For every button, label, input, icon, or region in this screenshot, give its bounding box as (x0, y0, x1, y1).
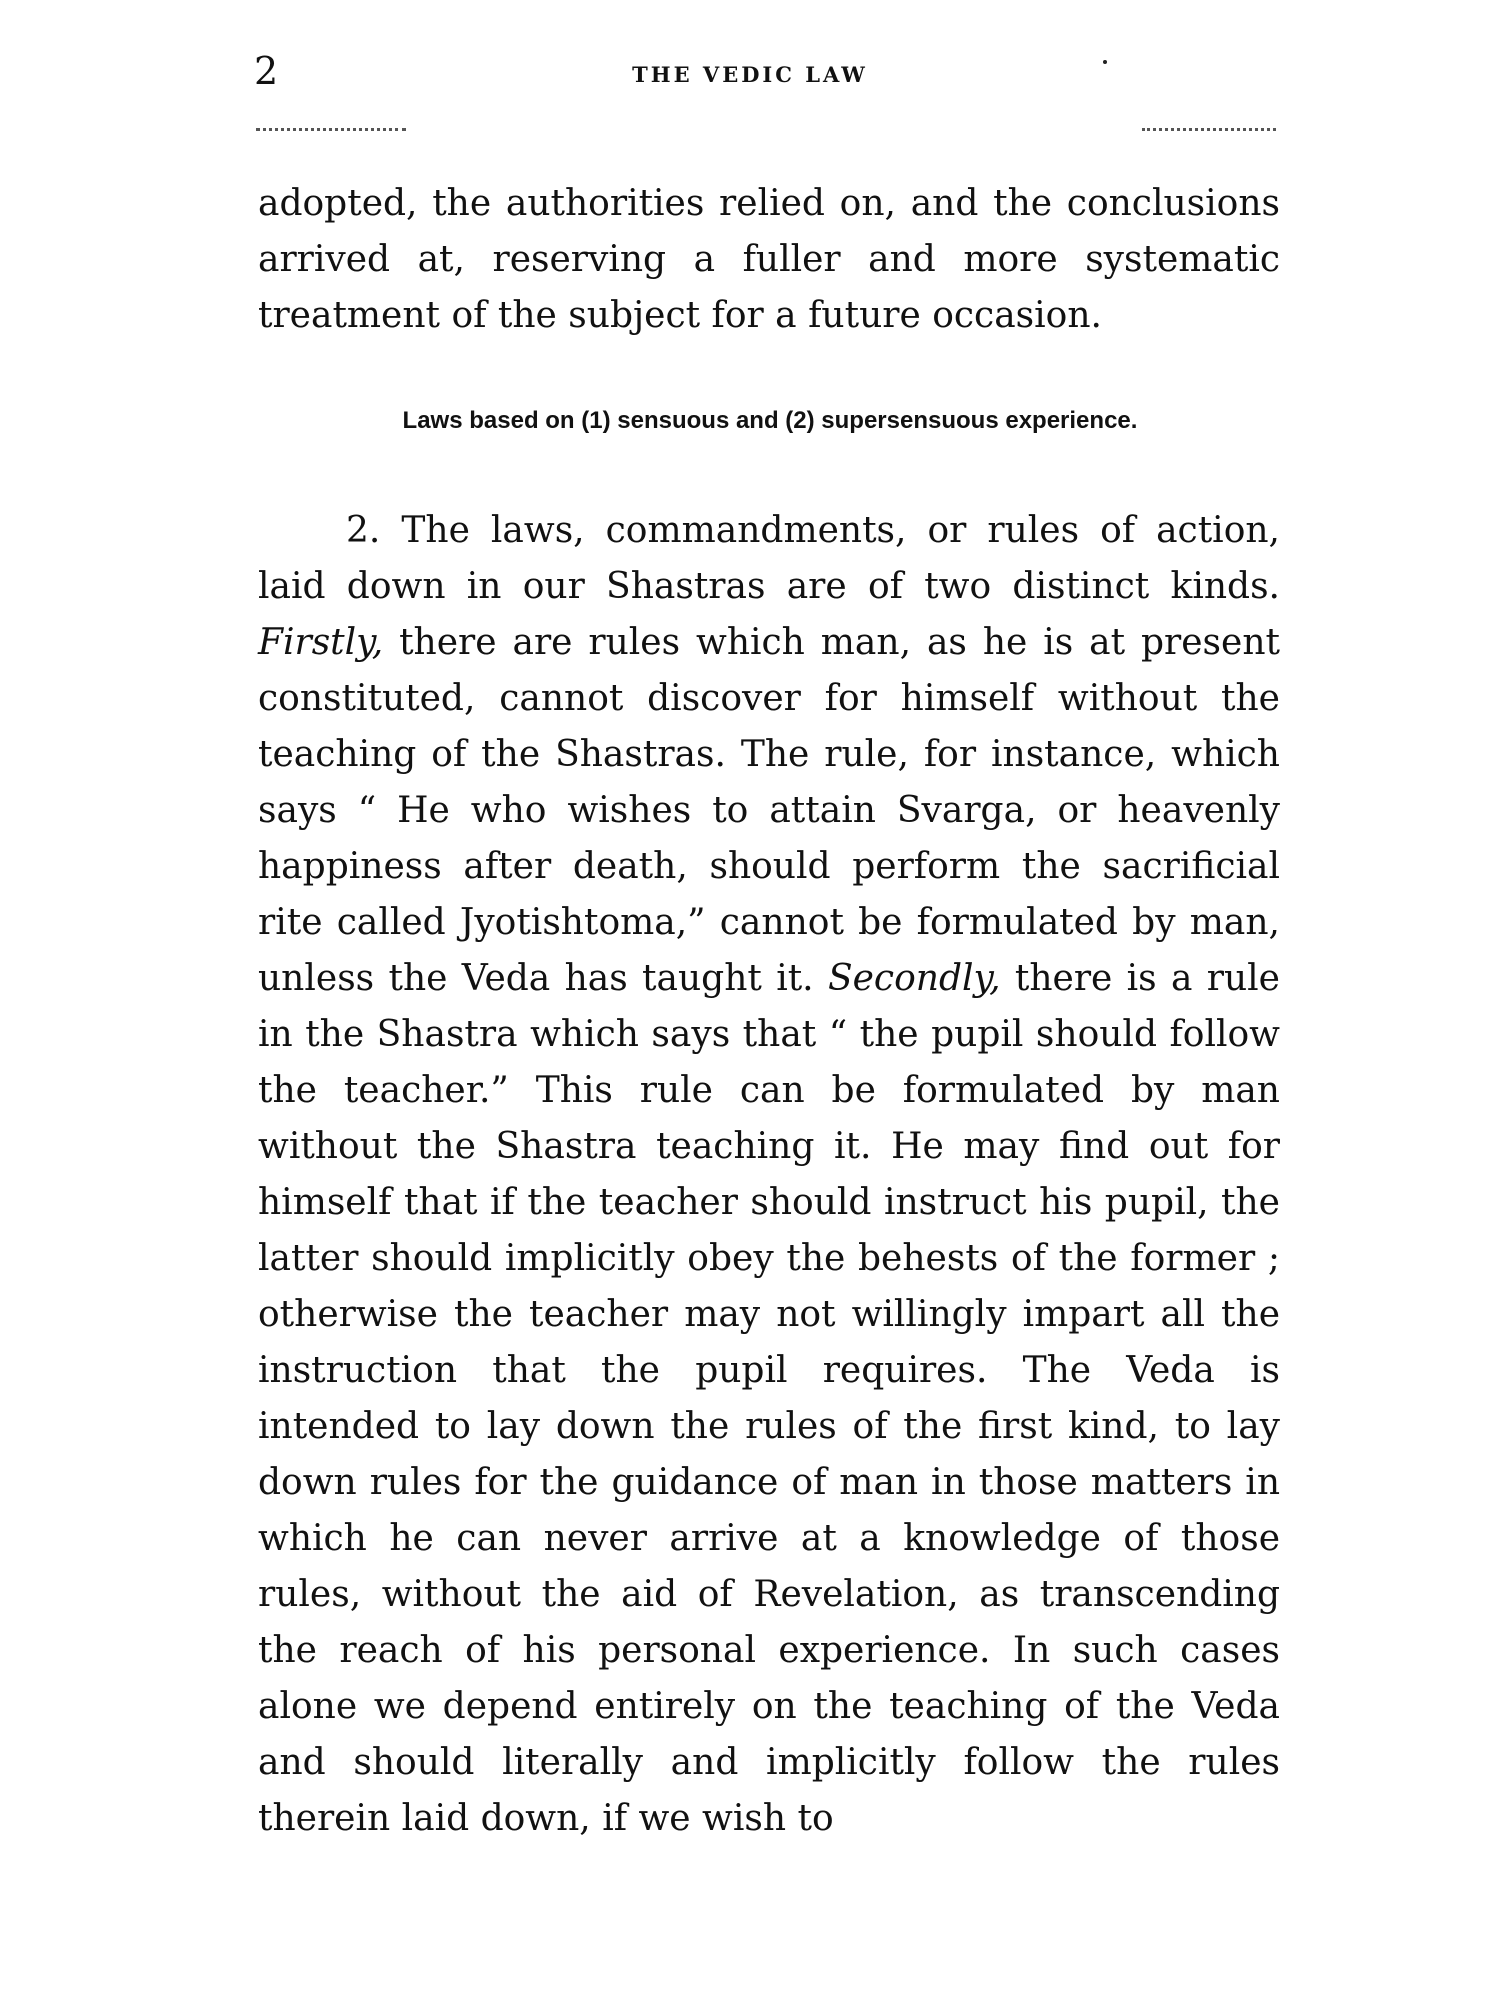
paragraph-number: 2. (346, 510, 381, 551)
print-speck (1103, 60, 1107, 64)
paragraph-2-text-c: there is a rule in the Shastra which says that “ the pupil should follow the teacher.” This rule can be formulated by man without the Shastra teaching it. He may find out for himself that if the teacher should instruct his pupil, the latter should implicitly obey the behests of the former ; otherwise the teacher may not willingly impart all the instruction that the pupil requires. The Veda is intended to lay down the rules of the first kind, to lay down rules for the guidance of man in those matters in which he can never arrive at a knowledge of those rules, without the aid of Revelation, as transcending the reach of his personal experience. In such cases alone we depend entirely on the teaching of the Veda and should literally and implicitly follow the rules therein laid down, if we wish to (258, 958, 1280, 1839)
side-heading: Laws based on (1) sensuous and (2) supersensuous experience. (402, 407, 1138, 434)
paragraph-2-text-b: there are rules which man, as he is at present constituted, cannot discover for himself without the teaching of the Shastras. The rule, for instance, which says “ He who wishes to attain Svarga, or heavenly happiness after death, should perform the sacrificial rite called Jyotishtoma,” cannot be formulated by man, unless the Veda has taught it. (258, 622, 1280, 999)
running-title: THE VEDIC LAW (632, 62, 868, 87)
header-rule-left (256, 128, 406, 131)
paragraph-1: adopted, the authorities relied on, and the conclusions arrived at, reserving a fuller and more systematic treatment of the subject for a future occasion. (258, 183, 1280, 336)
paragraph-2-text-a: The laws, commandments, or rules of action, laid down in our Shastras are of two distinct kinds. (258, 510, 1280, 607)
page-number: 2 (254, 49, 279, 93)
firstly-emphasis: Firstly, (258, 622, 384, 663)
secondly-emphasis: Secondly, (827, 958, 1001, 999)
header-rule-right (1142, 128, 1276, 131)
paragraph-2 (258, 503, 1280, 1847)
